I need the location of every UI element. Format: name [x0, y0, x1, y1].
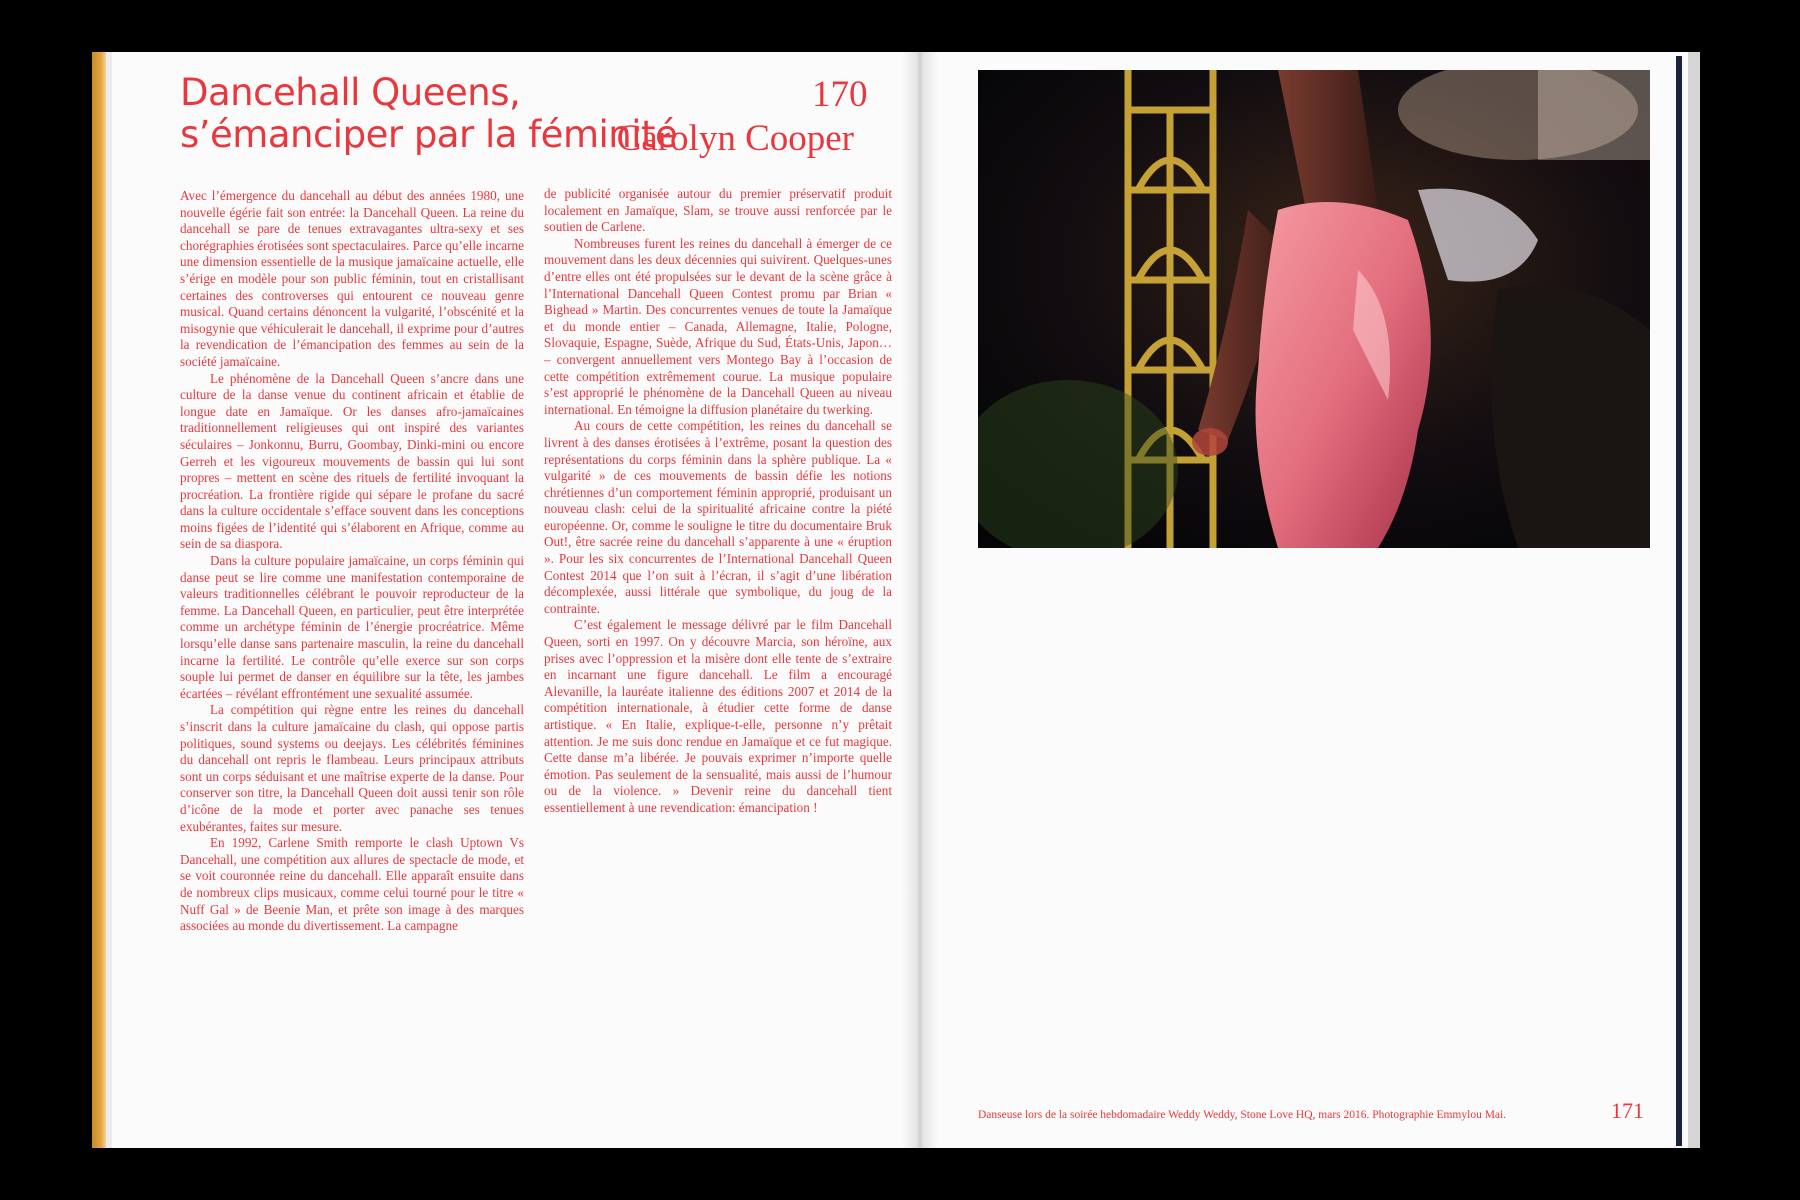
- photo-illustration: [978, 70, 1650, 548]
- paragraph: C’est également le message délivré par le film Dancehall Queen, sorti en 1997. On y découvre Marcia, son héroïne, aux prises avec l’oppression et la misère dont elle tente de s’extraire en incarnant une figure dancehall. Le film a encouragé Alevanille, la lauréate italienne des éditions 2007 et 2014 de la compétition internationale, à étudier cette forme de danse artistique. « En Italie, explique-t-elle, personne n’y prêtait attention. Je me suis donc rendue en Jamaïque et ce fut magique. Cette danse m’a libérée. Je pouvais exprimer n’importe quelle émotion. Pas seulement de la sensualité, mais aussi de l’humour ou de la violence. » Devenir reine du dancehall tient essentiellement à une revendication: émancipation !: [544, 617, 892, 815]
- right-page: [938, 52, 1688, 1148]
- text-column-2: [544, 186, 892, 817]
- page-stack-right: [1688, 52, 1700, 1148]
- left-page: [112, 52, 902, 1148]
- book-gutter: [902, 52, 938, 1148]
- text-column-1: [180, 188, 524, 935]
- author-name: Carolyn Cooper: [616, 118, 854, 159]
- paragraph: La compétition qui règne entre les reines du dancehall s’inscrit dans la culture jamaïcaine du clash, qui oppose partis politiques, sound systems ou deejays. Les célébrités féminines du dancehall ont repris le flambeau. Leurs principaux attributs sont un corps séduisant et une maîtrise experte de la danse. Pour conserver son titre, la Dancehall Queen doit aussi tenir son rôle d’icône de la mode et porter avec panache ses tenues exubérantes, faites sur mesure.: [180, 702, 524, 834]
- dancer-photograph: [978, 70, 1650, 548]
- paragraph: Le phénomène de la Dancehall Queen s’ancre dans une culture de la danse venue du continent africain et établie de longue date en Jamaïque. Or les danses afro-jamaïcaines traditionnellement religieuses qui ont inspiré des variantes séculaires – Jonkonnu, Burru, Goombay, Dinki-mini ou encore Gerreh et les vigoureux mouvements de bassin qui lui sont propres – mettent en scène des rituels de fertilité invoquant la procréation. La frontière rigide qui sépare le profane du sacré dans la culture occidentale s’efface souvent dans les conceptions moins figées de l’identité qui s’élaborent en Afrique, comme au sein de sa diaspora.: [180, 370, 524, 552]
- page-number-left: 170: [812, 74, 868, 115]
- paragraph: Nombreuses furent les reines du dancehall à émerger de ce mouvement dans les deux décennies qui suivirent. Quelques-unes d’entre elles ont été propulsées sur le devant de la scène grâce à l’International Dancehall Queen Contest promu par Brian « Bighead » Martin. Des concurrentes venues de toute la Jamaïque et du monde entier – Canada, Allemagne, Italie, Pologne, Slovaquie, Espagne, Suède, Afrique du Sud, États-Unis, Japon… – convergent annuellement vers Montego Bay à l’occasion de cette compétition extrêmement courue. La musique populaire s’est approprié le phénomène de la Dancehall Queen au niveau international. En témoigne la diffusion planétaire du twerking.: [544, 235, 892, 417]
- page-number-right: 171: [1611, 1098, 1644, 1123]
- paragraph: de publicité organisée autour du premier préservatif produit localement en Jamaïque, Slam, se trouve aussi renforcée par le soutien de Carlene.: [544, 186, 892, 235]
- book-cover-edge-right: [1676, 56, 1682, 1146]
- paragraph: Dans la culture populaire jamaïcaine, un corps féminin qui danse peut se lire comme une manifestation contemporaine de valeurs traditionnelles célébrant le pouvoir reproducteur de la femme. La Dancehall Queen, en particulier, peut être interprétée comme un archétype féminin de l’énergie procréatrice. Même lorsqu’elle danse sans partenaire masculin, la reine du dancehall incarne la fertilité. Le contrôle qu’elle exerce sur son corps souple lui permet de danser en équilibre sur la tête, les jambes écartées – révélant effrontément une sexualité assumée.: [180, 553, 524, 701]
- photo-caption: Danseuse lors de la soirée hebdomadaire Weddy Weddy, Stone Love HQ, mars 2016. Photographie Emmylou Mai.: [978, 1109, 1507, 1121]
- paragraph: Au cours de cette compétition, les reines du dancehall se livrent à des danses érotisées à l’extrême, posant la question des représentations du corps féminin dans la sphère publique. La « vulgarité » de ces mouvements de bassin défie les notions chrétiennes d’un comportement féminin approprié, produisant un nouveau clash: celui de la spiritualité africaine contre la piété européenne. Or, comme le souligne le titre du documentaire Bruk Out!, être sacrée reine du dancehall s’apparente à une « éruption ». Pour les six concurrentes de l’International Dancehall Queen Contest 2014 que l’on suit à l’écran, il s’agit d’une libération décomplexée, aussi littérale que symbolique, du joug de la contrainte.: [544, 418, 892, 616]
- paragraph: En 1992, Carlene Smith remporte le clash Uptown Vs Dancehall, une compétition aux allures de spectacle de mode, et se voit couronnée reine du dancehall. Elle apparaît ensuite dans de nombreux clips musicaux, comme celui tourné pour le titre « Nuff Gal » de Beenie Man, et prête son image à des marques associées au monde du divertissement. La campagne: [180, 835, 524, 934]
- article-title: Dancehall Queens, s’émanciper par la féminité: [180, 71, 678, 156]
- paragraph: Avec l’émergence du dancehall au début des années 1980, une nouvelle égérie fait son entrée: la Dancehall Queen. La reine du dancehall se pare de tenues extravagantes ultra-sexy et ses chorégraphies érotisées sont spectaculaires. Parce qu’elle incarne une dimension essentielle de la musique jamaïcaine actuelle, elle s’érige en modèle pour son public féminin, tout en cristallisant certaines des controverses qui entourent ce nouveau genre musical. Quand certains dénoncent la vulgarité, l’obscénité et la misogynie que véhiculerait le dancehall, il exprime pour d’autres la revendication de l’émancipation des femmes au sein de la société jamaïcaine.: [180, 188, 524, 369]
- open-book: [92, 52, 1690, 1148]
